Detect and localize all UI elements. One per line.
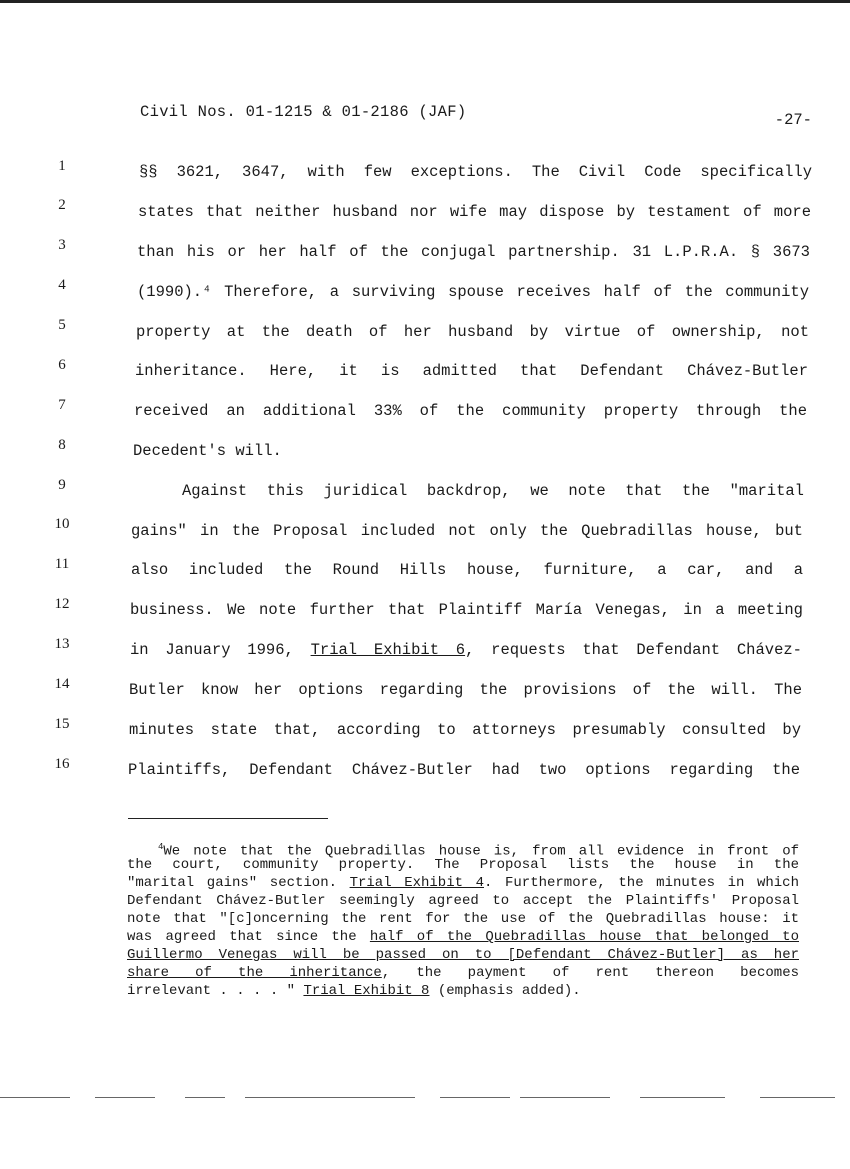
body-line-6: inheritance. Here, it is admitted that Defendant Chávez-Butler xyxy=(135,362,808,380)
body-line-9: Against this juridical backdrop, we note that the "marital xyxy=(182,482,804,500)
body-line-5: property at the death of her husband by virtue of ownership, not xyxy=(136,323,809,341)
body-line-12: business. We note further that Plaintiff María Venegas, in a meeting xyxy=(130,601,803,619)
body-line-8: Decedent's will. xyxy=(133,442,282,460)
scan-artifact xyxy=(185,1097,225,1098)
line-number: 9 xyxy=(58,477,66,493)
footnote-citation: Trial Exhibit 8 xyxy=(303,983,430,999)
footnote-line-7 xyxy=(127,946,799,964)
body-line-16: Plaintiffs, Defendant Chávez-Butler had two options regarding the xyxy=(128,761,800,779)
scan-artifact xyxy=(440,1097,510,1098)
trial-exhibit-citation: Trial Exhibit 6 xyxy=(310,641,466,659)
body-line-15: minutes state that, according to attorneys presumably consulted by xyxy=(129,721,801,739)
footnote-separator xyxy=(128,818,328,819)
body-line-13-text-end: , requests that Defendant Chávez- xyxy=(465,641,802,659)
footnote-line-2: the court, community property. The Proposal lists the house in the xyxy=(127,857,799,873)
line-number: 2 xyxy=(58,197,66,213)
footnote-line-9: irrelevant . . . . " Trial Exhibit 8 (emphasis added). xyxy=(127,983,581,999)
line-number: 16 xyxy=(54,756,70,772)
body-line-11: also included the Round Hills house, furniture, a car, and a xyxy=(131,561,803,579)
line-number: 14 xyxy=(54,676,70,692)
body-line-1: §§ 3621, 3647, with few exceptions. The Civil Code specifically xyxy=(139,163,812,181)
line-number: 7 xyxy=(58,397,66,413)
line-number: 6 xyxy=(58,357,66,373)
scan-artifact xyxy=(760,1097,835,1098)
line-number: 5 xyxy=(58,317,66,333)
footnote-line-4: Defendant Chávez-Butler seemingly agreed to accept the Plaintiffs' Proposal xyxy=(127,893,799,909)
footnote-emphasis: half of the Quebradillas house that belonged to xyxy=(369,929,799,945)
line-number: 11 xyxy=(54,556,70,572)
line-number: 12 xyxy=(54,596,70,612)
body-line-13 xyxy=(130,641,802,659)
body-line-14: Butler know her options regarding the provisions of the will. The xyxy=(129,681,802,699)
line-number: 1 xyxy=(58,158,66,174)
footnote-line-6: was agreed that since the half of the Quebradillas house that belonged to xyxy=(127,929,799,945)
footnote-citation: Trial Exhibit 4 xyxy=(349,875,484,891)
page-number: -27- xyxy=(774,111,812,129)
line-number: 4 xyxy=(58,277,66,293)
case-caption: Civil Nos. 01-1215 & 01-2186 (JAF) xyxy=(140,103,467,121)
scan-artifact xyxy=(245,1097,415,1098)
footnote-line-3: "marital gains" section. Trial Exhibit 4. Furthermore, the minutes in which xyxy=(127,875,799,891)
body-line-4: (1990).⁴ Therefore, a surviving spouse receives half of the community xyxy=(137,283,809,301)
body-line-2: states that neither husband nor wife may dispose by testament of more xyxy=(138,203,811,221)
scan-artifact xyxy=(0,1097,70,1098)
footnote-line-5: note that "[c]oncerning the rent for the use of the Quebradillas house: it xyxy=(127,911,799,927)
footnote-line-1: $^4$We note that the Quebradillas house is, from all evidence in front of xyxy=(158,842,799,860)
body-line-10: gains" in the Proposal included not only the Quebradillas house, but xyxy=(131,522,803,540)
scan-artifact xyxy=(520,1097,610,1098)
body-line-13-text: in January 1996, xyxy=(130,641,311,659)
line-number: 3 xyxy=(58,237,66,253)
line-number: 10 xyxy=(54,516,70,532)
footnote-line-8: share of the inheritance, the payment of rent thereon becomes xyxy=(127,965,799,981)
line-number: 13 xyxy=(54,636,70,652)
body-line-3: than his or her half of the conjugal partnership. 31 L.P.R.A. § 3673 xyxy=(137,243,810,261)
scan-top-border xyxy=(0,0,850,3)
footnote-marker: 4 xyxy=(158,842,164,852)
footnote-emphasis: Guillermo Venegas will be passed on to [Defendant Chávez-Butler] as her xyxy=(127,947,799,963)
scan-artifact xyxy=(95,1097,155,1098)
line-number: 8 xyxy=(58,437,66,453)
footnote-emphasis: share of the inheritance xyxy=(127,965,382,981)
line-number: 15 xyxy=(54,716,70,732)
body-line-7: received an additional 33% of the community property through the xyxy=(134,402,807,420)
scan-artifact xyxy=(640,1097,725,1098)
